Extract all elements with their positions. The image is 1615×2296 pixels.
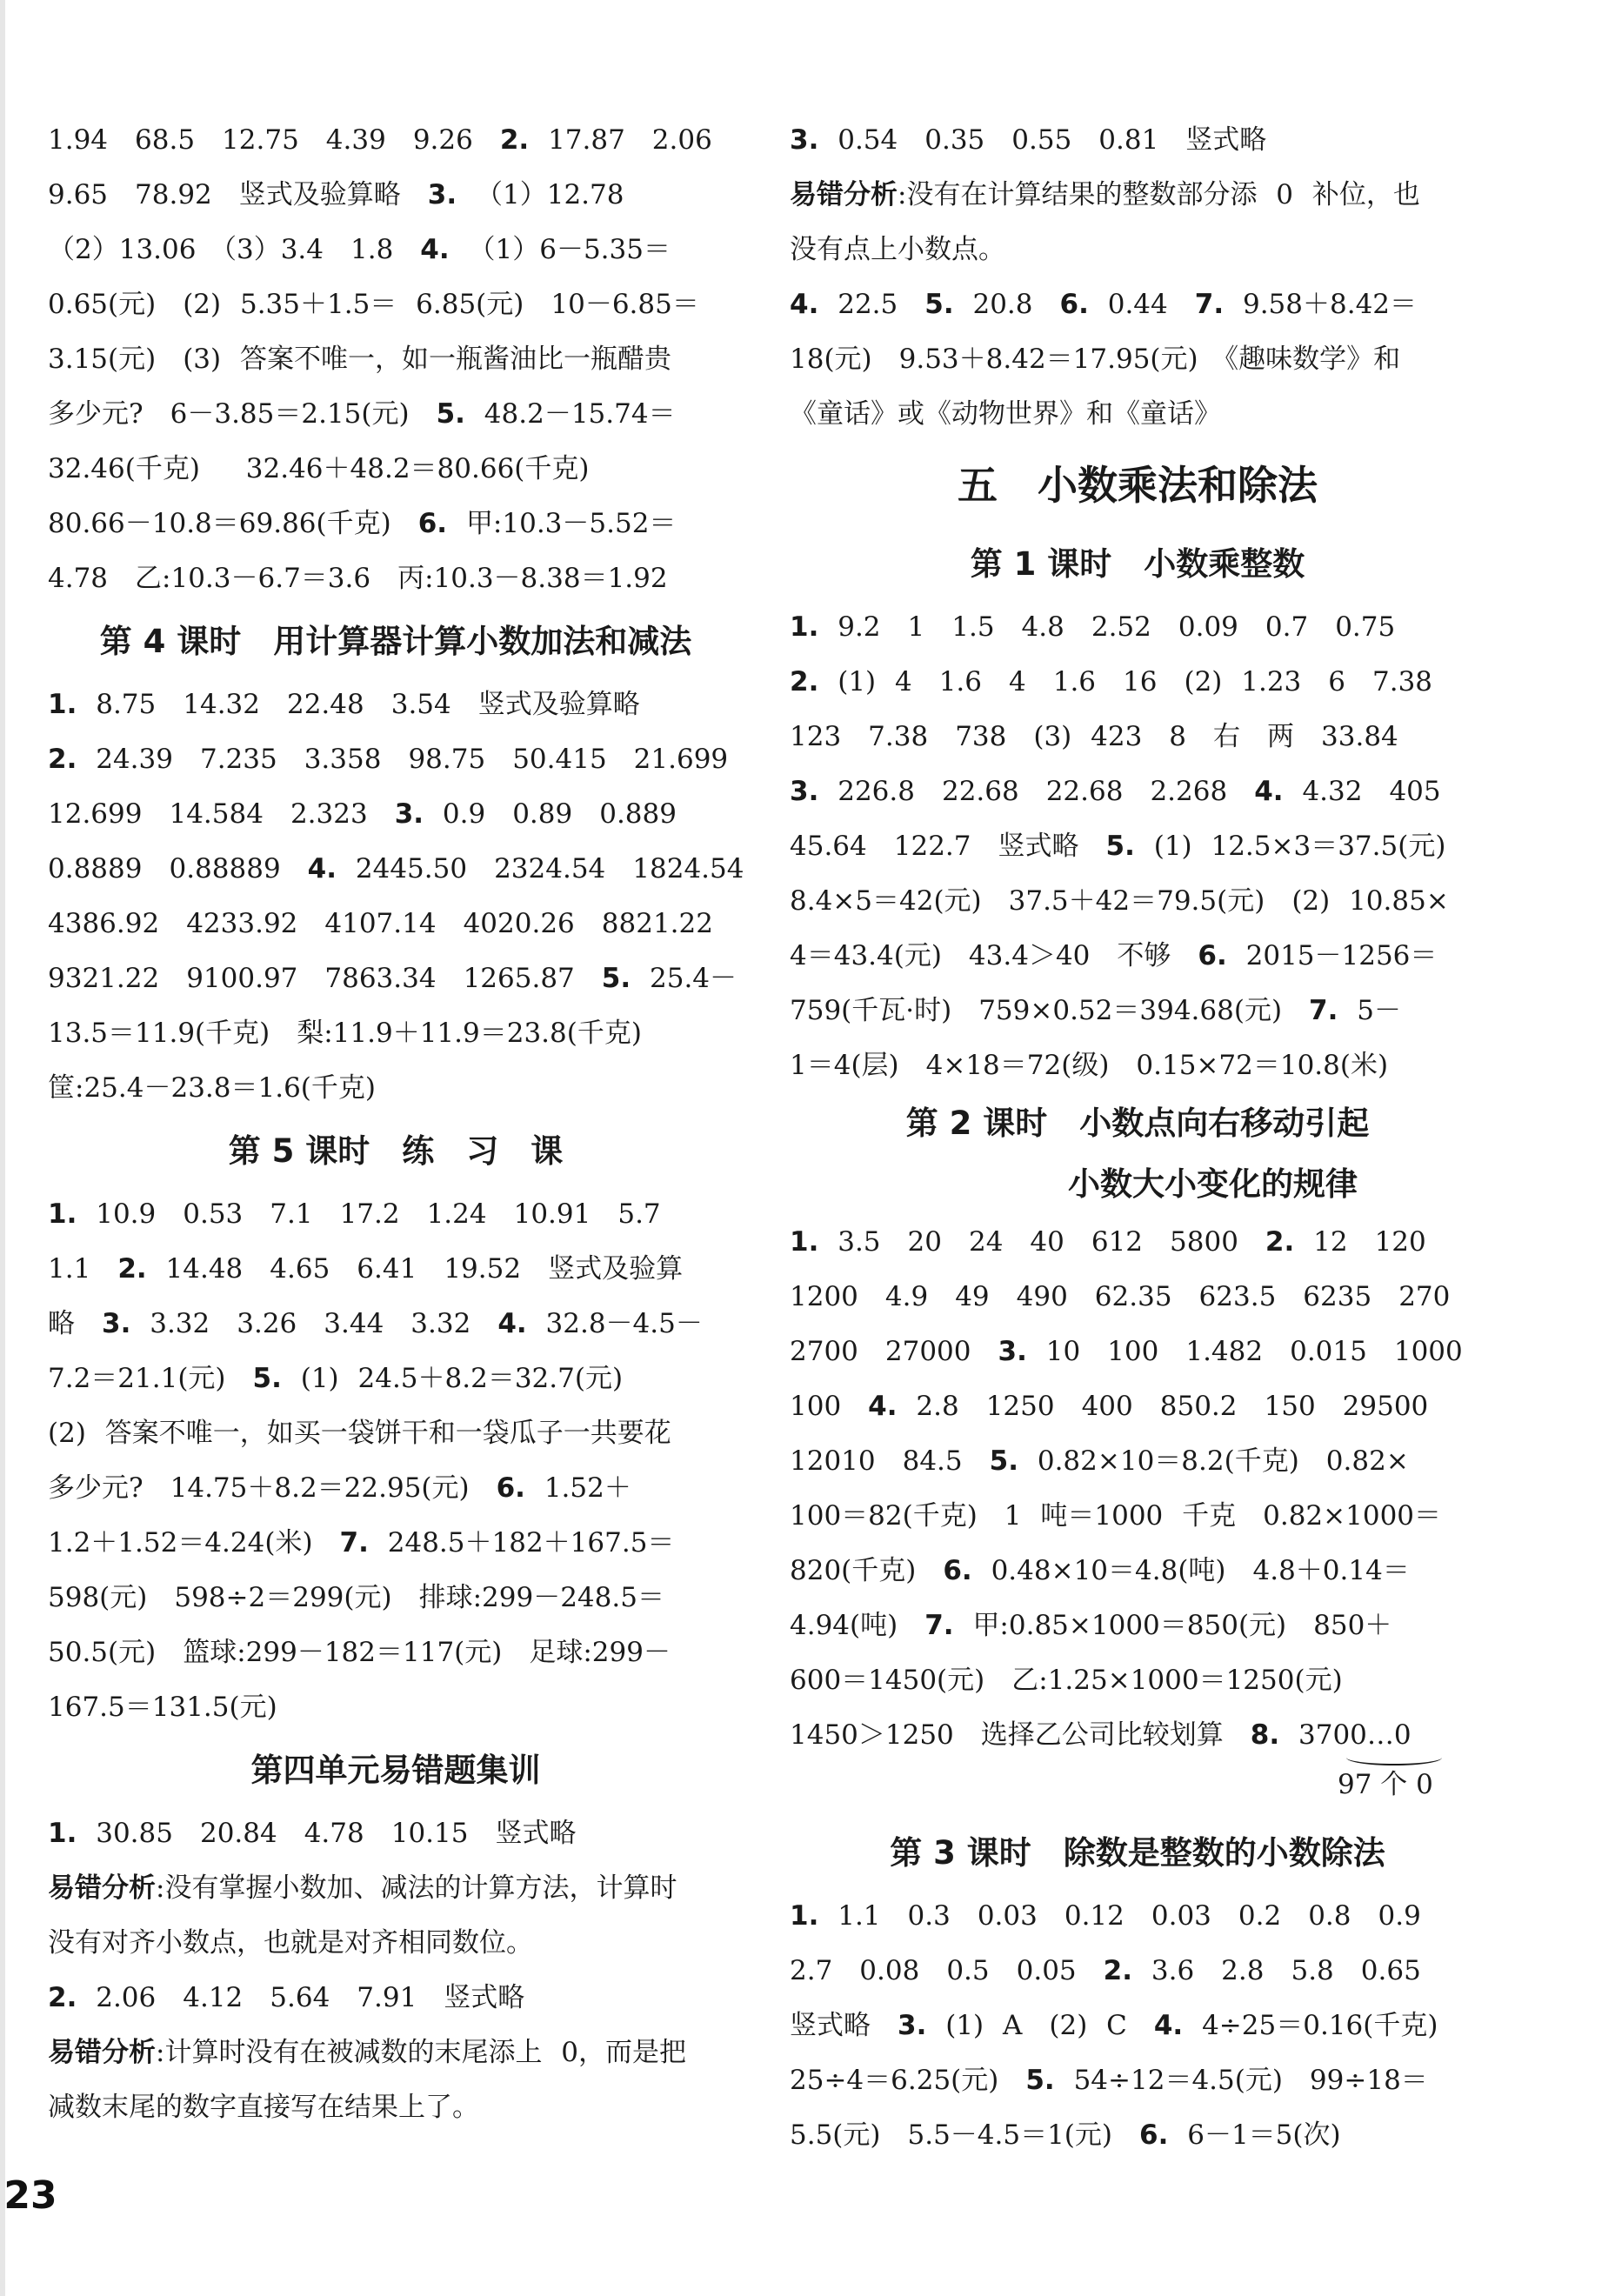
answer-line: 8.4×5＝42(元) 37.5＋42＝79.5(元) (2) 10.85× [790,885,1449,917]
answer-line: 1＝4(层) 4×18＝72(级) 0.15×72＝10.8(米) [790,1050,1389,1081]
answer-line: 12010 84.5 5. 0.82×10＝8.2(千克) 0.82× [790,1445,1409,1477]
answer-line: 18(元) 9.53＋8.42＝17.95(元) 《趣味数学》和 [790,344,1401,375]
answer-with-brace [790,1708,1485,1818]
answer-line: 0.65(元) (2) 5.35＋1.5＝ 6.85(元) 10－6.85＝ [48,289,699,320]
section-heading-lesson-5: 第 5 课时 练 习 课 [228,1132,564,1170]
answer-line: 2. 2.06 4.12 5.64 7.91 竖式略 [48,1982,525,2013]
answer-line: 598(元) 598÷2＝299(元) 排球:299－248.5＝ [48,1582,664,1613]
answer-line: 820(千克) 6. 0.48×10＝4.8(吨) 4.8＋0.14＝ [790,1555,1410,1586]
error-analysis-label: 易错分析 [48,2037,156,2068]
error-analysis-line: 易错分析:计算时没有在被减数的末尾添上 0，而是把 [48,2037,687,2068]
answer-line: 1. 3.5 20 24 40 612 5800 2. 12 120 [790,1226,1426,1258]
answer-line: 25÷4＝6.25(元) 5. 54÷12＝4.5(元) 99÷18＝ [790,2065,1428,2096]
answer-line: 3. 0.54 0.35 0.55 0.81 竖式略 [790,124,1267,156]
section-heading-lesson-4: 第 4 课时 用计算器计算小数加法和减法 [99,623,692,660]
page-number: 23 [3,2173,57,2218]
answer-line: （2）13.06 （3）3.4 1.8 4. （1）6－5.35＝ [48,234,671,265]
answer-line: 1. 30.85 20.84 4.78 10.15 竖式略 [48,1818,577,1849]
error-analysis-line: 没有对齐小数点，也就是对齐相同数位。 [48,1927,533,1959]
error-analysis-line: 易错分析:没有掌握小数加、减法的计算方法，计算时 [48,1872,677,1904]
section-heading-unit-4-errors: 第四单元易错题集训 [250,1752,541,1789]
answer-line: 80.66－10.8＝69.86(千克) 6. 甲:10.3－5.52＝ [48,508,677,539]
error-analysis-line: 减数末尾的数字直接写在结果上了。 [48,2092,479,2123]
section-heading-lesson-2: 第 2 课时 小数点向右移动引起 [905,1105,1370,1142]
answer-line: 多少元? 14.75＋8.2＝22.95(元) 6. 1.52＋ [48,1472,631,1504]
answer-line: 12.699 14.584 2.323 3. 0.9 0.89 0.889 [48,798,677,830]
underbrace-label: 97 个 0 [1338,1769,1433,1800]
answer-line: 1. 9.2 1 1.5 4.8 2.52 0.09 0.7 0.75 [790,611,1396,643]
answer-line: 《童话》或《动物世界》和《童话》 [790,398,1221,430]
answer-line: 略 3. 3.32 3.26 3.44 3.32 4. 32.8－4.5－ [48,1308,703,1339]
answer-line: 4＝43.4(元) 43.4＞40 不够 6. 2015－1256＝ [790,940,1438,971]
answer-line: 1. 1.1 0.3 0.03 0.12 0.03 0.2 0.8 0.9 [790,1900,1421,1932]
answer-line: 9321.22 9100.97 7863.34 1265.87 5. 25.4－ [48,963,737,994]
answer-line: 2.7 0.08 0.5 0.05 2. 3.6 2.8 5.8 0.65 [790,1955,1421,1986]
answer-line: 2. 24.39 7.235 3.358 98.75 50.415 21.699 [48,744,729,775]
answer-line: 100＝82(千克) 1 吨＝1000 千克 0.82×1000＝ [790,1500,1442,1532]
answer-line: 600＝1450(元) 乙:1.25×1000＝1250(元) [790,1665,1343,1696]
answer-line: 1. 8.75 14.32 22.48 3.54 竖式及验算略 [48,689,640,720]
answer-line: 32.46(千克) 32.46＋48.2＝80.66(千克) [48,453,590,484]
answer-line: 4.78 乙:10.3－6.7＝3.6 丙:10.3－8.38＝1.92 [48,563,668,594]
answer-line: 多少元? 6－3.85＝2.15(元) 5. 48.2－15.74＝ [48,398,676,430]
answer-line: 筐:25.4－23.8＝1.6(千克) [48,1072,376,1104]
section-heading-lesson-3: 第 3 课时 除数是整数的小数除法 [890,1834,1385,1872]
answer-line: 1. 10.9 0.53 7.1 17.2 1.24 10.91 5.7 [48,1198,661,1230]
right-column [790,113,1485,2163]
answer-line: 竖式略 3. (1) A (2) C 4. 4÷25＝0.16(千克) [790,2010,1438,2041]
answer-line: 4386.92 4233.92 4107.14 4020.26 8821.22 [48,908,713,939]
section-heading-lesson-2-cont: 小数大小变化的规律 [1068,1165,1358,1203]
answer-line: 759(千瓦·时) 759×0.52＝394.68(元) 7. 5－ [790,995,1401,1026]
answer-line: 1.94 68.5 12.75 4.39 9.26 2. 17.87 2.06 [48,124,712,156]
answer-line: 13.5＝11.9(千克) 梨:11.9＋11.9＝23.8(千克) [48,1018,642,1049]
answer-line: 9.65 78.92 竖式及验算略 3. （1）12.78 [48,179,624,210]
binding-edge [0,0,5,2296]
answer-line: 3. 226.8 22.68 22.68 2.268 4. 4.32 405 [790,776,1441,807]
answer-line: 7.2＝21.1(元) 5. (1) 24.5＋8.2＝32.7(元) [48,1363,624,1394]
chapter-heading-5: 五 小数乘法和除法 [958,462,1318,509]
answer-line: 1200 4.9 49 490 62.35 623.5 6235 270 [790,1281,1451,1312]
answer-line: 0.8889 0.88889 4. 2445.50 2324.54 1824.54 [48,853,744,884]
answer-line: 1.1 2. 14.48 4.65 6.41 19.52 竖式及验算 [48,1253,684,1285]
answer-line: (2) 答案不唯一，如买一袋饼干和一袋瓜子一共要花 [48,1418,671,1449]
answer-line: 100 4. 2.8 1250 400 850.2 150 29500 [790,1391,1429,1422]
error-analysis-label: 易错分析 [48,1872,156,1904]
answer-line: 2700 27000 3. 10 100 1.482 0.015 1000 [790,1336,1463,1367]
answer-line: 50.5(元) 篮球:299－182＝117(元) 足球:299－ [48,1637,671,1668]
left-column [48,113,744,2135]
error-analysis-label: 易错分析 [790,179,898,210]
section-heading-lesson-1: 第 1 课时 小数乘整数 [970,545,1305,583]
answer-line: 1450＞1250 选择乙公司比较划算 8. 3700…0 [790,1719,1411,1751]
error-analysis-line: 没有点上小数点。 [790,234,1005,265]
error-analysis-line: 易错分析:没有在计算结果的整数部分添 0 补位，也 [790,179,1420,210]
answer-line: 45.64 122.7 竖式略 5. (1) 12.5×3＝37.5(元) [790,831,1446,862]
answer-line: 167.5＝131.5(元) [48,1692,277,1723]
answer-line: 3.15(元) (3) 答案不唯一，如一瓶酱油比一瓶醋贵 [48,344,671,375]
answer-line: 4. 22.5 5. 20.8 6. 0.44 7. 9.58＋8.42＝ [790,289,1418,320]
answer-line: 123 7.38 738 (3) 423 8 右 两 33.84 [790,721,1398,752]
answer-line: 2. (1) 4 1.6 4 1.6 16 (2) 1.23 6 7.38 [790,666,1433,697]
answer-line: 1.2＋1.52＝4.24(米) 7. 248.5＋182＋167.5＝ [48,1527,675,1558]
answer-line: 5.5(元) 5.5－4.5＝1(元) 6. 6－1＝5(次) [790,2119,1341,2151]
answer-line: 4.94(吨) 7. 甲:0.85×1000＝850(元) 850＋ [790,1610,1392,1641]
